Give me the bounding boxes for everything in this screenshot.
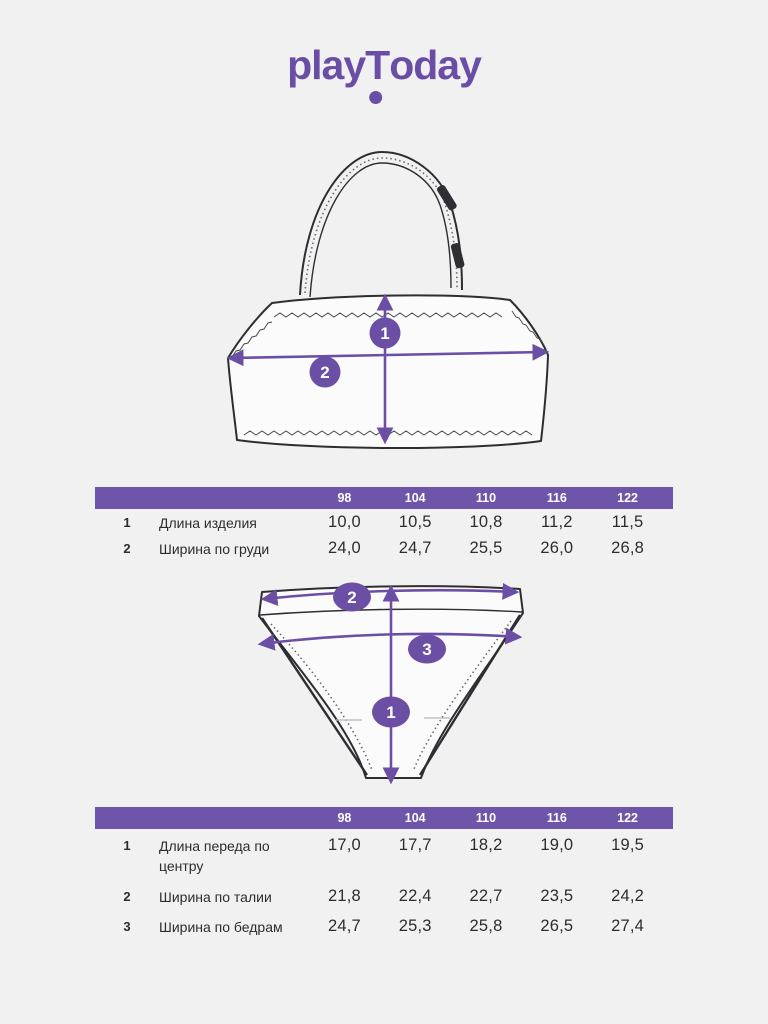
size-col-122: 122 — [617, 811, 639, 825]
row-value: 11,2 — [540, 513, 573, 531]
row-value: 19,0 — [540, 836, 574, 854]
row-value: 25,3 — [398, 916, 432, 935]
row-value: 22,4 — [398, 886, 432, 905]
size-col-104: 104 — [404, 491, 426, 505]
row-value: 17,0 — [327, 836, 361, 854]
row-label: Ширина по груди — [159, 541, 270, 558]
row-index: 1 — [123, 515, 131, 530]
bikini-top-diagram — [210, 145, 558, 467]
table-row — [95, 910, 673, 940]
measure-badge-2-label: 2 — [320, 363, 330, 382]
row-label: Длина изделия — [159, 515, 257, 531]
row-value: 24,7 — [398, 539, 432, 558]
row-value: 24,0 — [327, 539, 361, 558]
row-index: 2 — [123, 541, 131, 557]
row-value: 27,4 — [611, 916, 645, 935]
measure-badge-3-label: 3 — [422, 640, 432, 659]
row-value: 24,2 — [611, 886, 645, 905]
row-value: 10,0 — [327, 513, 361, 531]
row-value: 10,8 — [469, 513, 503, 531]
size-col-110: 110 — [475, 491, 497, 505]
row-index: 3 — [123, 918, 131, 934]
row-value: 26,0 — [540, 539, 574, 558]
row-value: 23,5 — [540, 886, 574, 905]
size-col-122: 122 — [617, 491, 639, 505]
row-value: 21,8 — [327, 886, 361, 905]
logo-oday: oday — [389, 42, 481, 88]
table-row — [95, 829, 673, 880]
measure-badge-1-label: 1 — [386, 703, 396, 722]
size-col-116: 116 — [546, 811, 567, 825]
row-index: 2 — [123, 888, 131, 904]
size-col-116: 116 — [546, 491, 567, 505]
row-value: 17,7 — [398, 836, 432, 854]
size-header-row — [95, 807, 673, 829]
size-col-98: 98 — [337, 811, 352, 825]
row-value: 26,5 — [540, 916, 574, 935]
row-value: 10,5 — [398, 513, 432, 531]
row-label: Длина переда по центру — [159, 838, 270, 875]
row-value: 25,5 — [469, 539, 503, 558]
size-col-110: 110 — [475, 811, 497, 825]
row-index: 1 — [123, 838, 131, 853]
row-value: 22,7 — [469, 886, 503, 905]
brand-logo — [0, 42, 768, 89]
top-size-table — [95, 487, 673, 562]
halter-strap-drawing — [300, 152, 465, 297]
strap-adjuster-buckle — [436, 184, 458, 212]
row-value: 11,5 — [611, 513, 644, 531]
size-col-104: 104 — [404, 811, 426, 825]
row-value: 25,8 — [469, 916, 503, 935]
strap-slider-buckle — [450, 242, 465, 268]
row-value: 26,8 — [611, 539, 645, 558]
logo-t: T — [365, 42, 390, 88]
measure-badge-1-label: 1 — [380, 324, 390, 343]
row-value: 18,2 — [469, 836, 503, 854]
measure-badge-2-label: 2 — [347, 588, 357, 607]
size-col-98: 98 — [337, 491, 352, 505]
row-value: 24,7 — [327, 916, 361, 935]
size-header-row — [95, 487, 673, 509]
row-label: Ширина по талии — [159, 888, 272, 905]
logo-play: play — [287, 42, 366, 88]
bikini-bottom-diagram — [240, 572, 540, 807]
row-value: 19,5 — [611, 836, 645, 854]
bottom-size-table — [95, 807, 673, 940]
row-label: Ширина по бедрам — [159, 918, 283, 935]
table-row — [95, 509, 673, 535]
table-row — [95, 880, 673, 910]
table-row — [95, 535, 673, 561]
